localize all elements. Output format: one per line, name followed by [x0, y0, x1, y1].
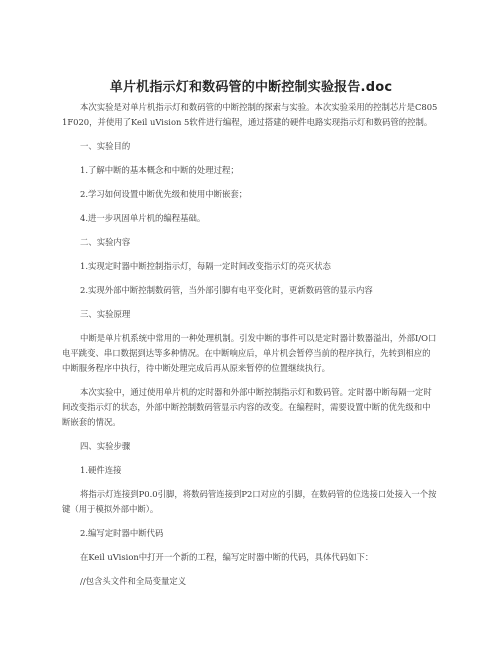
paragraph: 1.了解中断的基本概念和中断的处理过程；: [80, 165, 239, 175]
paragraph: 中断是单片机系统中常用的一种处理机制。引发中断的事件可以是定时器计数器溢出，外部I/O口电平跳变、串口数据到达等多种情况。在中断响应后，单片机会暂停当前的程序执行，先转到相应的中断服务程序中执行，待中断处理完成后再从原来暂停的位置继续执行。: [62, 333, 437, 373]
section-heading: 二、实验内容: [80, 237, 131, 247]
paragraph: 本次实验是对单片机指示灯和数码管的中断控制的探索与实验。本次实验采用的控制芯片是C8051F020，并使用了Keil uVision 5软件进行编程，通过搭建的硬件电路实现指示灯和数码管的控制。: [62, 102, 438, 127]
paragraph: 2.编写定时器中断代码: [80, 528, 164, 538]
section-heading: 四、实验步骤: [80, 441, 131, 451]
paragraph: 1.硬件连接: [80, 465, 122, 475]
paragraph: 将指示灯连接到P0.0引脚，将数码管连接到P2口对应的引脚，在数码管的位选接口处接入一个按键（用于模拟外部中断）。: [62, 489, 437, 514]
paragraph: 4.进一步巩固单片机的编程基础。: [80, 213, 206, 223]
paragraph: 2.学习如何设置中断优先级和使用中断嵌套；: [80, 189, 248, 199]
paragraph: 1.实现定时器中断控制指示灯，每隔一定时间改变指示灯的亮灭状态: [80, 261, 331, 271]
section-heading: 三、实验原理: [80, 309, 131, 319]
paragraph: 在Keil uVision中打开一个新的工程，编写定时器中断的代码，具体代码如下：: [80, 552, 374, 562]
paragraph: 2.实现外部中断控制数码管，当外部引脚有电平变化时，更新数码管的显示内容: [80, 285, 373, 295]
paragraph: 本次实验中，通过使用单片机的定时器和外部中断控制指示灯和数码管。定时器中断每隔一定时间改变指示灯的状态，外部中断控制数码管显示内容的改变。在编程时，需要设置中断的优先级和中断嵌套的情况。: [62, 387, 432, 427]
paragraph: //包含头文件和全局变量定义: [80, 576, 187, 586]
document-body: [62, 100, 438, 598]
section-heading: 一、实验目的: [80, 141, 131, 151]
document-title: 单片机指示灯和数码管的中断控制实验报告.doc: [109, 80, 393, 95]
